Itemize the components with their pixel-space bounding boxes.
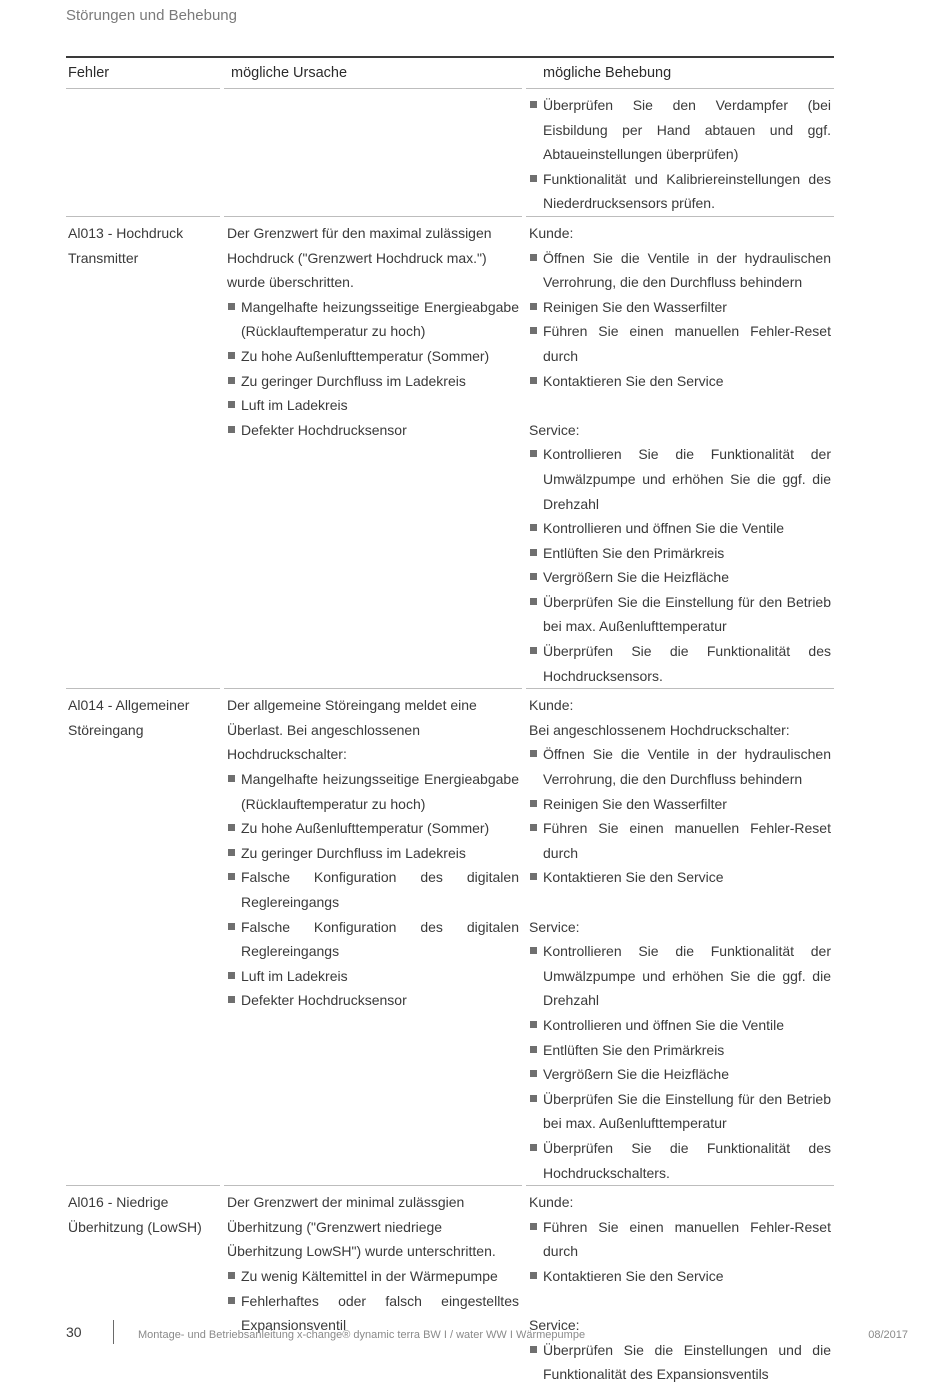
cell-behebung bbox=[526, 88, 834, 216]
remedy-list bbox=[529, 1215, 831, 1289]
cause-list bbox=[227, 295, 519, 443]
cause-description: Der allgemeine Störeingang meldet eine Überlast. Bei angeschlossenen Hochdruckschalter: bbox=[227, 697, 477, 763]
remedy-list-item: Überprüfen Sie die Funktionalität des Hochdruckschalters. bbox=[529, 1136, 831, 1185]
table-row bbox=[66, 88, 834, 216]
document-title: Montage- und Betriebsanleitung x-change® dynamic terra BW I / water WW I Wärmepumpe bbox=[138, 1329, 586, 1341]
remedy-list-item: Entlüften Sie den Primärkreis bbox=[529, 541, 831, 566]
cause-list-item: Zu geringer Durchfluss im Ladekreis bbox=[227, 841, 519, 866]
remedy-list-item: Öffnen Sie die Ventile in der hydraulischen Verrohrung, die den Durchfluss behindern bbox=[529, 246, 831, 295]
document-date: 08/2017 bbox=[868, 1329, 908, 1341]
remedy-list-item: Überprüfen Sie die Einstellung für den Betrieb bei max. Außenlufttemperatur bbox=[529, 1087, 831, 1136]
cause-description: Der Grenzwert der minimal zulässgien Überhitzung ("Grenzwert niedriege Überhitzung LowSH") wurde unterschritten. bbox=[227, 1194, 496, 1260]
remedy-list bbox=[529, 442, 831, 688]
column-header-ursache: mögliche Ursache bbox=[231, 65, 348, 81]
remedy-list bbox=[529, 1338, 831, 1387]
remedy-list-item: Kontrollieren Sie die Funktionalität der Umwälzpumpe und erhöhen Sie die ggf. die Drehzahl bbox=[529, 442, 831, 516]
table-row bbox=[66, 688, 834, 1185]
cell-fehler bbox=[66, 88, 220, 216]
cause-list-item: Mangelhafte heizungsseitige Energieabgabe (Rücklauftemperatur zu hoch) bbox=[227, 767, 519, 816]
page-header-title: Störungen und Behebung bbox=[66, 7, 237, 24]
cause-list-item: Defekter Hochdrucksensor bbox=[227, 418, 519, 443]
page-footer bbox=[66, 1320, 908, 1344]
remedy-list bbox=[529, 742, 831, 890]
remedy-list-item: Führen Sie einen manuellen Fehler-Reset durch bbox=[529, 319, 831, 368]
remedy-list-item: Überprüfen Sie die Funktionalität des Hochdrucksensors. bbox=[529, 639, 831, 688]
cause-list bbox=[227, 767, 519, 1013]
remedy-list bbox=[529, 93, 831, 216]
remedy-list-item: Kontaktieren Sie den Service bbox=[529, 369, 831, 394]
cause-list-item: Falsche Konfiguration des digitalen Reglereingangs bbox=[227, 915, 519, 964]
cell-fehler bbox=[66, 216, 220, 688]
remedy-list-item: Kontrollieren Sie die Funktionalität der Umwälzpumpe und erhöhen Sie die ggf. die Drehzahl bbox=[529, 939, 831, 1013]
cell-fehler bbox=[66, 1185, 220, 1387]
cause-list-item: Defekter Hochdrucksensor bbox=[227, 988, 519, 1013]
cause-list-item: Mangelhafte heizungsseitige Energieabgabe (Rücklauftemperatur zu hoch) bbox=[227, 295, 519, 344]
cause-list-item: Luft im Ladekreis bbox=[227, 964, 519, 989]
table-row bbox=[66, 216, 834, 688]
cell-behebung bbox=[526, 688, 834, 1185]
remedy-list-item: Überprüfen Sie die Einstellung für den Betrieb bei max. Außenlufttemperatur bbox=[529, 590, 831, 639]
remedy-list-item: Kontaktieren Sie den Service bbox=[529, 865, 831, 890]
cell-behebung bbox=[526, 1185, 834, 1387]
table-row bbox=[66, 1185, 834, 1387]
cause-list-item: Luft im Ladekreis bbox=[227, 393, 519, 418]
remedy-group-label: Service: bbox=[529, 421, 580, 438]
remedy-list-item: Führen Sie einen manuellen Fehler-Reset durch bbox=[529, 816, 831, 865]
remedy-list-item: Entlüften Sie den Primärkreis bbox=[529, 1038, 831, 1063]
remedy-list-item: Führen Sie einen manuellen Fehler-Reset durch bbox=[529, 1215, 831, 1264]
remedy-list-item: Reinigen Sie den Wasserfilter bbox=[529, 792, 831, 817]
error-table bbox=[66, 56, 834, 1387]
remedy-group-label: Service: bbox=[529, 918, 580, 935]
column-header-behebung: mögliche Behebung bbox=[543, 65, 672, 81]
cause-list-item: Zu hohe Außenlufttemperatur (Sommer) bbox=[227, 816, 519, 841]
remedy-list bbox=[529, 246, 831, 394]
remedy-list-item: Öffnen Sie die Ventile in der hydraulischen Verrohrung, die den Durchfluss behindern bbox=[529, 742, 831, 791]
block-spacer bbox=[529, 1289, 831, 1314]
column-header-fehler: Fehler bbox=[68, 65, 110, 81]
remedy-group-label: Kunde: bbox=[529, 224, 574, 241]
remedy-list-item: Kontrollieren und öffnen Sie die Ventile bbox=[529, 516, 831, 541]
cause-list-item: Zu hohe Außenlufttemperatur (Sommer) bbox=[227, 344, 519, 369]
remedy-list-item: Reinigen Sie den Wasserfilter bbox=[529, 295, 831, 320]
remedy-list-item: Funktionalität und Kalibriereinstellungen des Niederdrucksensors prüfen. bbox=[529, 167, 831, 216]
error-code-label: Al016 - Niedrige Überhitzung (LowSH) bbox=[68, 1194, 202, 1235]
cell-ursache bbox=[224, 88, 522, 216]
footer-divider bbox=[113, 1320, 114, 1344]
remedy-list-item: Kontaktieren Sie den Service bbox=[529, 1264, 831, 1289]
remedy-group-label: Service: bbox=[529, 1317, 580, 1334]
remedy-list bbox=[529, 939, 831, 1185]
page-number: 30 bbox=[66, 1324, 82, 1340]
remedy-group-label: Kunde: bbox=[529, 697, 574, 714]
remedy-list-item: Überprüfen Sie den Verdampfer (bei Eisbildung per Hand abtauen und ggf. Abtaueinstellungen überprüfen) bbox=[529, 93, 831, 167]
table-header bbox=[66, 58, 834, 88]
error-code-label: Al014 - Allgemeiner Störeingang bbox=[68, 697, 190, 738]
remedy-list-item: Kontrollieren und öffnen Sie die Ventile bbox=[529, 1013, 831, 1038]
cause-list-item: Falsche Konfiguration des digitalen Reglereingangs bbox=[227, 865, 519, 914]
cause-list-item: Zu wenig Kältemittel in der Wärmepumpe bbox=[227, 1264, 519, 1289]
cell-ursache bbox=[224, 1185, 522, 1387]
cause-list-item: Zu geringer Durchfluss im Ladekreis bbox=[227, 369, 519, 394]
block-spacer bbox=[529, 393, 831, 418]
remedy-group-label: Kunde: bbox=[529, 1194, 574, 1211]
error-code-label: Al013 - Hochdruck Transmitter bbox=[68, 224, 184, 266]
cell-behebung bbox=[526, 216, 834, 688]
cause-list-item: Fehlerhaftes oder falsch eingestelltes Expansionsventil bbox=[227, 1289, 519, 1338]
remedy-list-item: Vergrößern Sie die Heizfläche bbox=[529, 1062, 831, 1087]
remedy-group-sublabel: Bei angeschlossenem Hochdruckschalter: bbox=[529, 721, 790, 738]
block-spacer bbox=[529, 890, 831, 915]
cause-description: Der Grenzwert für den maximal zulässigen Hochdruck ("Grenzwert Hochdruck max.") wurde überschritten. bbox=[227, 224, 492, 291]
remedy-list-item: Überprüfen Sie die Einstellungen und die Funktionalität des Expansionsventils bbox=[529, 1338, 831, 1387]
cell-ursache bbox=[224, 216, 522, 688]
remedy-list-item: Vergrößern Sie die Heizfläche bbox=[529, 565, 831, 590]
cell-fehler bbox=[66, 688, 220, 1185]
cell-ursache bbox=[224, 688, 522, 1185]
table-body bbox=[66, 88, 834, 1387]
